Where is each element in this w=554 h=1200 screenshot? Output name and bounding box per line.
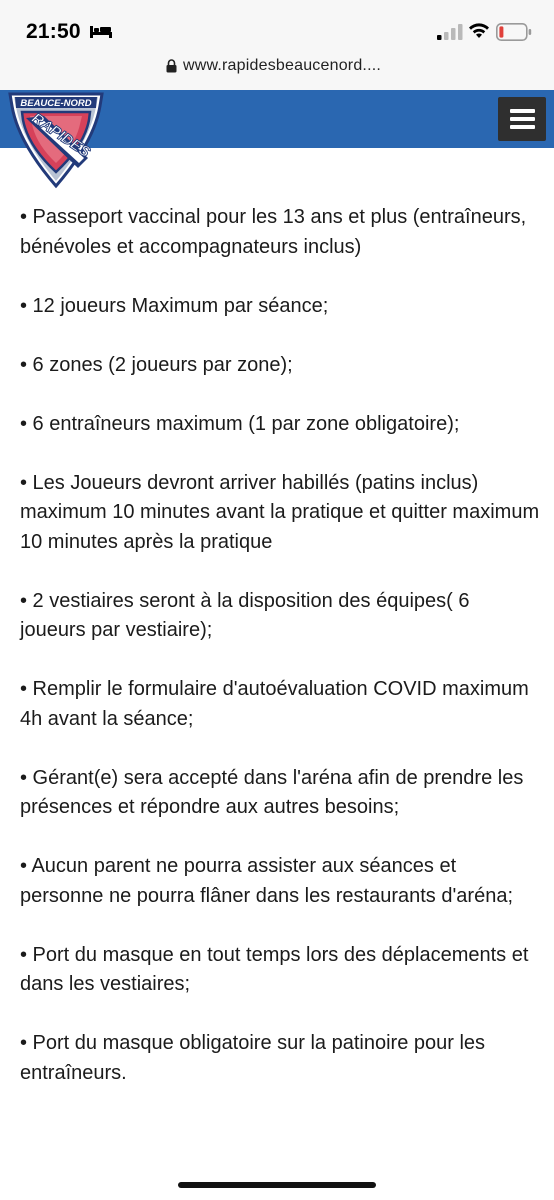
rule-item: • Gérant(e) sera accepté dans l'aréna afin de prendre les présences et répondre aux autres besoins;	[20, 766, 524, 818]
rule-item: • 2 vestiaires seront à la disposition des équipes( 6 joueurs par vestiaire);	[20, 589, 470, 641]
rule-item: • 6 zones (2 joueurs par zone);	[20, 353, 293, 376]
rule-item: • 6 entraîneurs maximum (1 par zone obligatoire);	[20, 412, 460, 435]
rule-item: • Passeport vaccinal pour les 13 ans et plus (entraîneurs, bénévoles et accompagnateurs inclus)	[20, 206, 527, 258]
home-indicator[interactable]	[178, 1182, 376, 1188]
signal-icon	[437, 24, 463, 40]
rule-item: • 12 joueurs Maximum par séance;	[20, 294, 329, 317]
lock-icon	[166, 59, 177, 73]
menu-bar	[510, 117, 535, 121]
menu-bar	[510, 109, 535, 113]
rule-item: • Port du masque obligatoire sur la patinoire pour les entraîneurs.	[20, 1032, 486, 1084]
team-logo[interactable]	[4, 88, 108, 190]
logo-text-top: BEAUCE-NORD	[20, 98, 92, 109]
rule-item: • Remplir le formulaire d'autoévaluation COVID maximum 4h avant la séance;	[20, 678, 529, 730]
battery-icon	[496, 23, 532, 41]
bed-icon	[90, 24, 112, 38]
wifi-icon	[468, 22, 490, 39]
rules-list	[20, 203, 540, 1118]
rule-item: • Port du masque en tout temps lors des déplacements et dans les vestiaires;	[20, 943, 529, 995]
rule-item: • Les Joueurs devront arriver habillés (patins inclus) maximum 10 minutes avant la pratique et quitter maximum 10 minutes après la pratique	[20, 471, 540, 553]
rule-item: • Aucun parent ne pourra assister aux séances et personne ne pourra flâner dans les restaurants d'aréna;	[20, 855, 514, 907]
status-time: 21:50	[26, 20, 81, 43]
url-text[interactable]: www.rapidesbeaucenord....	[183, 57, 381, 74]
hamburger-menu-icon[interactable]	[498, 97, 546, 141]
menu-bar	[510, 125, 535, 129]
logo-text-main: RAPIDES	[28, 109, 94, 162]
